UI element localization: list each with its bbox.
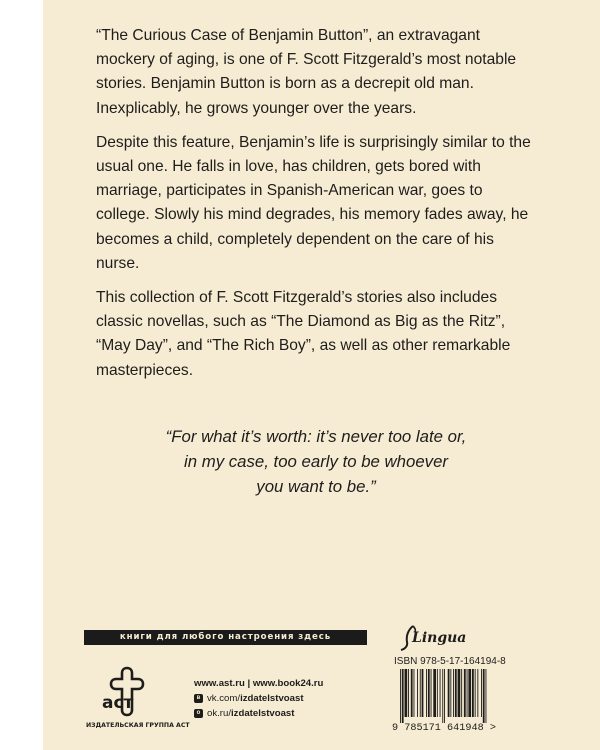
imprint-logo [400, 626, 470, 654]
quote-line: “For what it’s worth: it’s never too late or, [165, 427, 467, 446]
barcode-bar [408, 669, 409, 717]
barcode-bar [437, 669, 438, 717]
description-paragraph: “The Curious Case of Benjamin Button”, an extravagant mockery of aging, is one of F. Scott Fitzgerald’s most notable stories. Benjamin Button is born as a decrepit old man. Inexplicably, he grows younger over the years. [96, 27, 517, 117]
ok-link[interactable]: o ok.ru/ izdatelstvoast [194, 706, 323, 721]
book-description [96, 24, 536, 393]
publisher-name: ИЗДАТЕЛЬСКАЯ ГРУППА АСТ [86, 722, 190, 729]
barcode-bar [475, 669, 476, 717]
barcode-bar [468, 669, 471, 717]
barcode-bar [433, 669, 436, 717]
description-paragraph: Despite this feature, Benjamin’s life is surprisingly similar to the usual one. He falls in love, has children, gets bored with marriage, participates in Spanish-American war, goes to college. Slowly his mind degrades, his memory fades away, he becomes a child, completely dependent on the care of his nurse. [96, 133, 531, 272]
barcode-bar [481, 669, 482, 717]
barcode-bar [450, 669, 451, 717]
barcode-bar [400, 669, 401, 723]
imprint-name: Lingua [412, 630, 467, 646]
barcode-bar [461, 669, 462, 717]
ok-icon: o [194, 709, 203, 718]
publisher-links [194, 676, 323, 721]
barcode-bar [414, 669, 415, 717]
barcode-bar [448, 669, 450, 717]
barcode-bar [442, 669, 443, 723]
ast-logo-icon [100, 664, 152, 720]
vk-link[interactable]: ʙ vk.com/ izdatelstvoast [194, 691, 323, 706]
description-paragraph: This collection of F. Scott Fitzgerald’s stories also includes classic novellas, such as “The Diamond as Big as the Ritz”, “May Day”, and “The Rich Boy”, as well as other remarkable masterpieces. [96, 289, 511, 379]
barcode [392, 669, 516, 727]
tagline-banner: книги для любого настроения здесь [84, 630, 367, 645]
logo-text: аст [102, 693, 134, 713]
barcode-bar [405, 669, 408, 717]
isbn: ISBN 978-5-17-164194-8 [394, 656, 506, 667]
barcode-bar [431, 669, 432, 717]
barcode-bar [426, 669, 427, 717]
barcode-bar [483, 669, 485, 723]
barcode-bar [402, 669, 404, 723]
barcode-bar [472, 669, 474, 717]
barcode-bar [453, 669, 454, 717]
barcode-bar [444, 669, 445, 723]
pull-quote [120, 424, 512, 499]
barcode-bar [455, 669, 457, 717]
quote-line: you want to be.” [256, 477, 376, 496]
barcode-bar [458, 669, 461, 717]
barcode-bars [400, 669, 510, 723]
barcode-bar [440, 669, 441, 717]
barcode-bar [411, 669, 413, 717]
barcode-bar [486, 669, 487, 723]
barcode-bar [477, 669, 478, 717]
barcode-bar [464, 669, 466, 717]
vk-icon: ʙ [194, 694, 203, 703]
barcode-bar [428, 669, 430, 717]
quote-line: in my case, too early to be whoever [184, 452, 448, 471]
barcode-bar [417, 669, 418, 717]
barcode-digits: 9 785171 641948 > [392, 723, 496, 734]
website-links[interactable]: www.ast.ru | www.book24.ru [194, 678, 324, 689]
barcode-bar [420, 669, 421, 717]
publisher-logo [86, 664, 190, 732]
barcode-bar [422, 669, 424, 717]
barcode-bar [467, 669, 468, 717]
